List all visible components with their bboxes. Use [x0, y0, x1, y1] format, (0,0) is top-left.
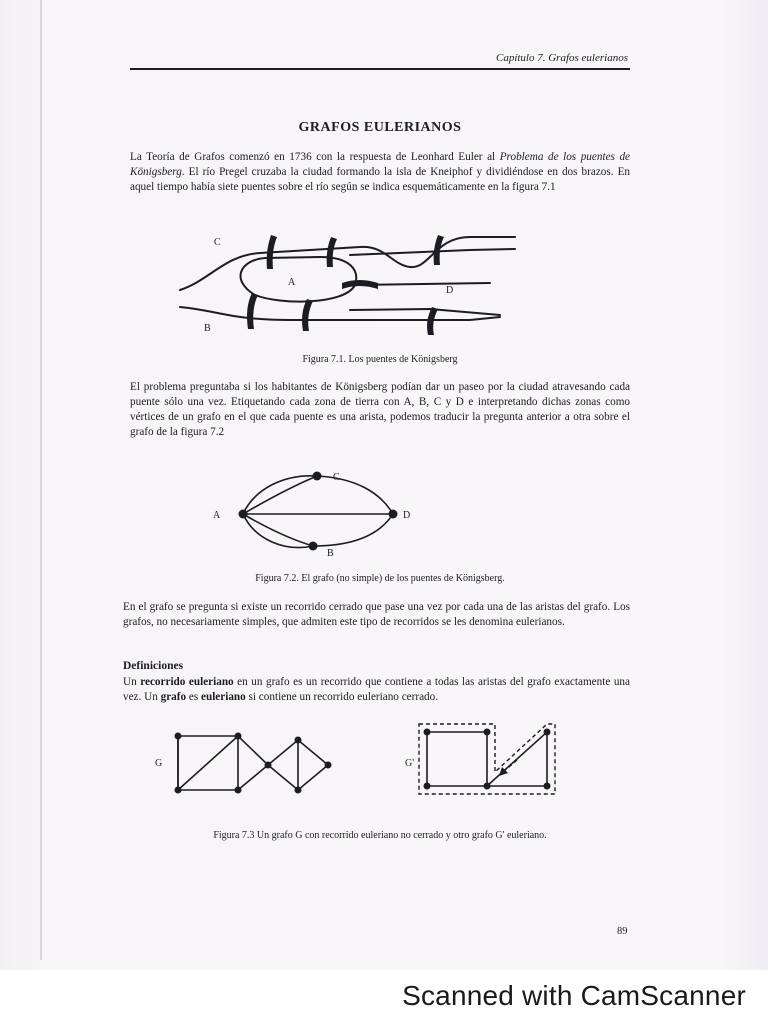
page-number: 89: [617, 926, 628, 937]
river-east-branch: [360, 283, 490, 285]
problem-paragraph: El problema preguntaba si los habitantes de Königsberg podían dar un paseo por la ciudad atravesando cada puente sólo una vez. Etiquetando cada zona de tierra con A, B, C y D e interpretando dichas zonas como vértices de un grafo en el que cada puente es una arista, podemos traducir la pregunta anterior a otra sobre el grafo de la figura 7.2: [130, 381, 630, 438]
river-south-inner: [350, 309, 500, 315]
vertex-label-a: A: [213, 510, 221, 521]
gprime-vertex: [484, 729, 491, 736]
graph-g-vertices: [175, 733, 332, 794]
intro-text-2: . El río Pregel cruzaba la ciudad formando la isla de Kneiphof y dividiéndose en dos brazos. En aquel tiempo había siete puentes sobre el río según se indica esquemáticamente en la figura 7.1: [130, 166, 630, 193]
gprime-vertex: [484, 783, 491, 790]
def-text-2: en un grafo es un recorrido que contiene a todas las aristas del grafo exactamente una vez. Un: [123, 676, 630, 703]
gprime-vertex: [424, 729, 431, 736]
vertex-label-d: D: [403, 510, 411, 521]
vertex-label-b: B: [327, 548, 334, 559]
gprime-vertex: [424, 783, 431, 790]
bridge-5: [302, 299, 313, 331]
edge-b-d: [313, 514, 393, 546]
g-vertex: [295, 737, 302, 744]
gprime-square: [427, 732, 487, 786]
label-b: B: [204, 323, 211, 334]
figure-7-3-caption: Figura 7.3 Un grafo G con recorrido euleriano no cerrado y otro grafo G' euleriano.: [213, 830, 547, 841]
bridge-7: [342, 280, 378, 289]
g-vertex: [235, 733, 242, 740]
page-title: GRAFOS EULERIANOS: [298, 120, 462, 135]
g-vertex: [175, 787, 182, 794]
bridge-4: [247, 293, 258, 329]
label-g: G: [155, 758, 163, 769]
g-vertex: [295, 787, 302, 794]
vertex-label-c: C: [333, 472, 340, 483]
graph-g: [178, 736, 328, 790]
vertex-b: [309, 542, 318, 551]
figure-7-1-caption: Figura 7.1. Los puentes de Königsberg: [302, 354, 458, 365]
bridge-3: [434, 235, 444, 265]
label-c: C: [214, 237, 221, 248]
intro-italic: Problema de los puentes de Königsberg: [130, 151, 631, 178]
river-south-bank: [180, 307, 500, 320]
edge-c-d: [317, 476, 393, 514]
definitions-heading: Definiciones: [123, 660, 184, 672]
gprime-triangle: [487, 732, 547, 786]
g-vertex: [265, 762, 272, 769]
graph-g-outline-left: [178, 736, 268, 790]
figure-7-2-graph: [205, 460, 425, 560]
label-gprime: G': [405, 758, 415, 769]
intro-text-1: La Teoría de Grafos comenzó en 1736 con la respuesta de Leonhard Euler al: [130, 151, 500, 163]
header-rule: [130, 68, 630, 70]
def-text-3: es: [186, 691, 201, 703]
gprime-vertex: [544, 729, 551, 736]
g-vertex: [235, 787, 242, 794]
label-a: A: [288, 277, 296, 288]
vertex-a: [239, 510, 248, 519]
gprime-vertex: [544, 783, 551, 790]
vertex-d: [389, 510, 398, 519]
definitions-paragraph: [123, 675, 630, 705]
def-text-1: Un: [123, 676, 141, 688]
figure-7-1-bridges: [170, 225, 530, 350]
def-bold-3: euleriano: [201, 691, 246, 703]
g-edge-diagonal: [178, 736, 238, 790]
label-d: D: [446, 285, 454, 296]
def-text-4: si contiene un recorrido euleriano cerrado.: [245, 691, 439, 703]
bridge-2: [327, 237, 337, 267]
def-bold-2: grafo: [160, 691, 187, 703]
figure-7-3-graphs: [145, 720, 575, 810]
def-bold-1: recorrido euleriano: [140, 676, 234, 688]
kneiphof-island: [241, 257, 357, 302]
figure-7-2-caption: Figura 7.2. El grafo (no simple) de los puentes de Königsberg.: [255, 573, 505, 584]
running-header: Capítulo 7. Grafos eulerianos: [495, 52, 628, 64]
eulerian-paragraph: En el grafo se pregunta si existe un recorrido cerrado que pase una vez por cada una de las aristas del grafo. Los grafos, no necesariamente simples, que admiten este tipo de recorridos se les denomina eulerianos.: [123, 601, 630, 628]
g-vertex: [175, 733, 182, 740]
intro-paragraph: [130, 150, 630, 195]
vertex-c: [313, 472, 322, 481]
camscanner-footer: Scanned with CamScanner: [402, 980, 746, 1011]
g-vertex: [325, 762, 332, 769]
